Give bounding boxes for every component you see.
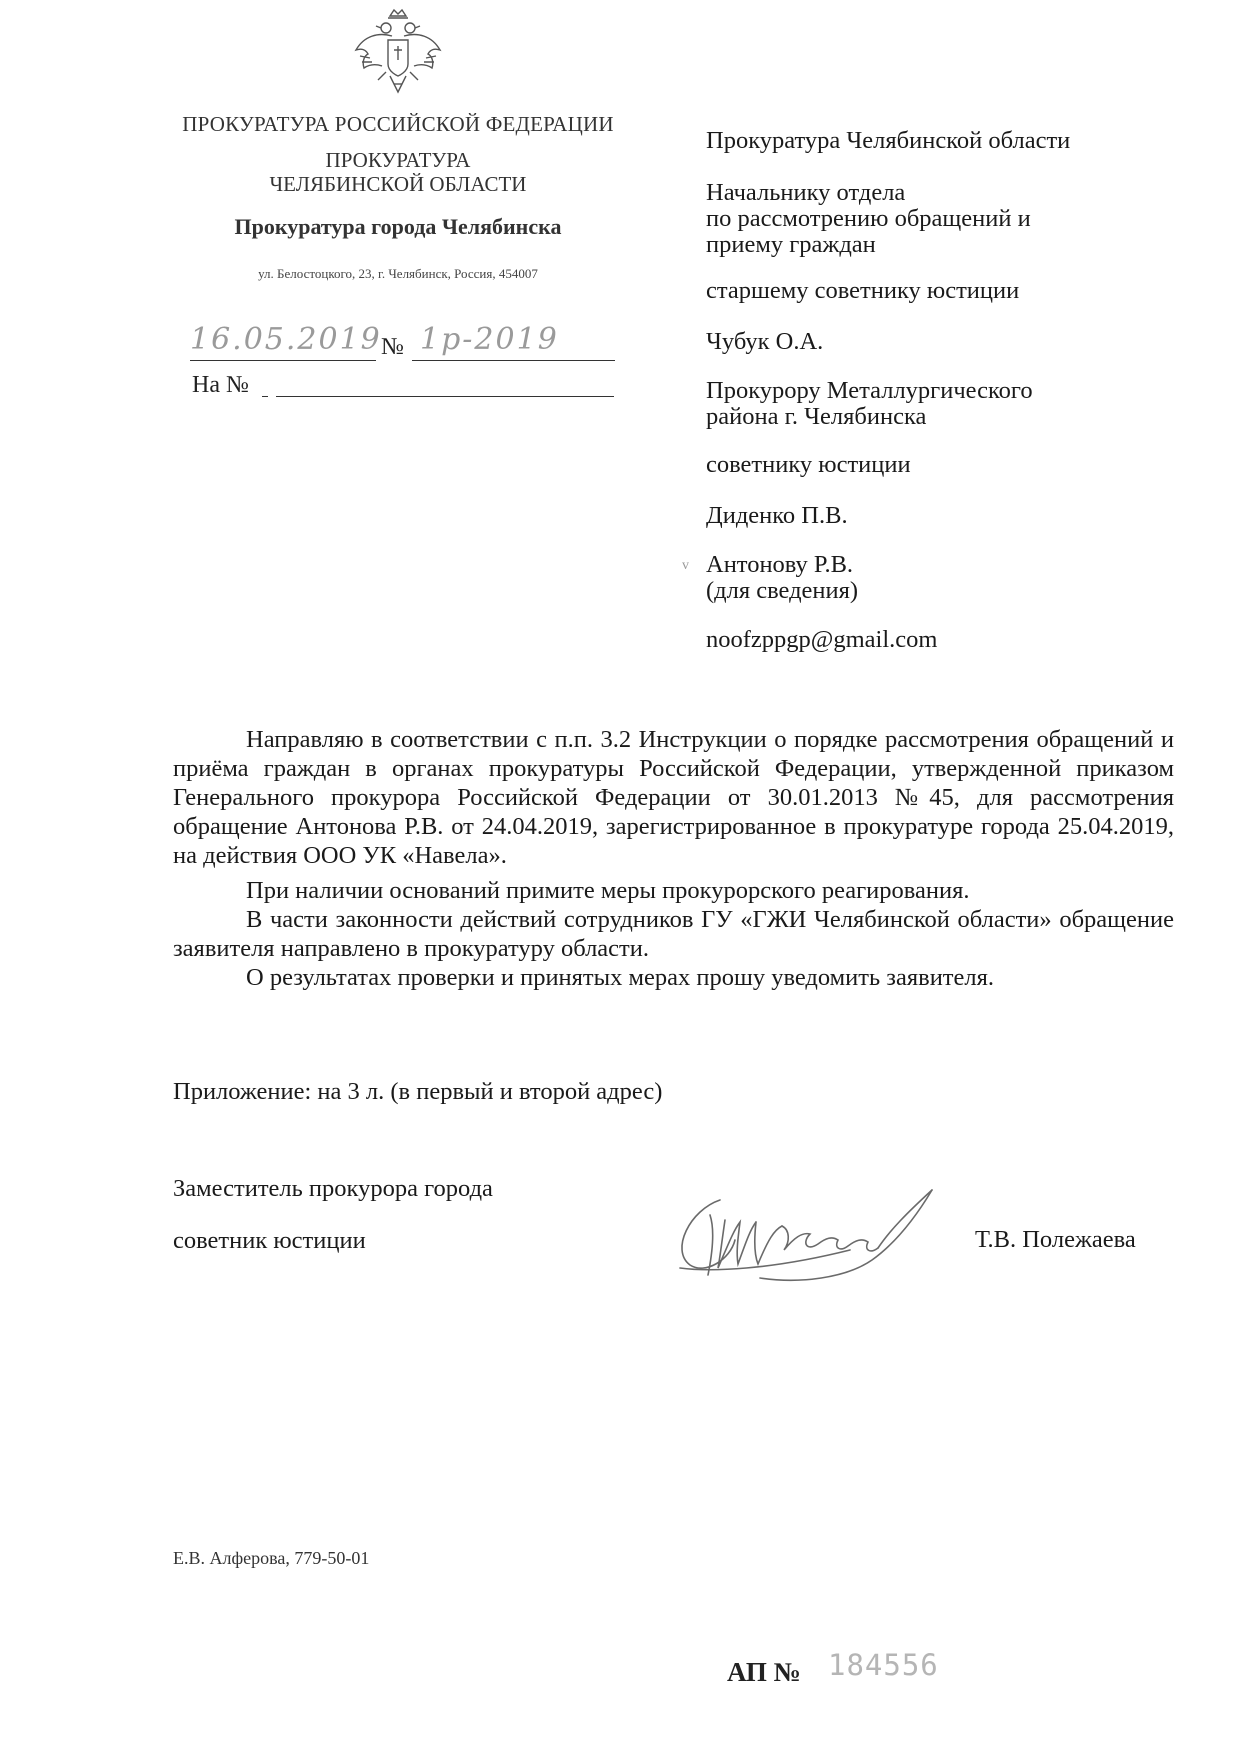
recipient-regional-prosecutor: Прокуратура Челябинской области [706, 127, 1071, 154]
body-paragraph-1: Направляю в соответствии с п.п. 3.2 Инструкции о порядке рассмотрения обращений и приёма граждан в органах прокуратуры Российской Федерации, утвержденной приказом Генерального прокурора Российской Федерации от 30.01.2013 №45, для рассмотрения обращение Антонова Р.В. от 24.04.2019, зарегистрированное в прокуратуре города 25.04.2019, на действия ООО УК «Навела». [173, 726, 1174, 869]
body-paragraph-3: В части законности действий сотрудников ГУ «ГЖИ Челябинской области» обращение заявителя направлено в прокуратуру области. [173, 906, 1174, 962]
recipient-name-1: Чубук О.А. [706, 328, 824, 355]
body-paragraph-4: О результатах проверки и принятых мерах прошу уведомить заявителя. [246, 964, 995, 991]
recipient-dept-head-line2: по рассмотрению обращений и [706, 205, 1031, 232]
recipient-check-mark: v [682, 558, 689, 573]
reply-number-field [276, 372, 614, 397]
letter-body [173, 725, 1174, 992]
org-region-title [170, 148, 626, 196]
org-city-title: Прокуратура города Челябинска [234, 214, 562, 239]
coat-of-arms-emblem [348, 6, 448, 106]
handwritten-signature [650, 1160, 950, 1295]
recipient-district-line1: Прокурору Металлургического [706, 377, 1033, 404]
stamp-number: 184556 [828, 1648, 939, 1682]
reply-number-line [262, 396, 268, 397]
attachment-note: Приложение: на 3 л. (в первый и второй адрес) [173, 1078, 663, 1105]
body-paragraph-2: При наличии оснований примите меры прокурорского реагирования. [246, 877, 970, 904]
org-region-line2: ЧЕЛЯБИНСКОЙ ОБЛАСТИ [269, 172, 527, 196]
reply-number-label: На № [192, 372, 249, 398]
stamp-label: АП № [727, 1657, 801, 1687]
org-region-line1: ПРОКУРАТУРА [325, 148, 471, 172]
recipient-name-2: Диденко П.В. [706, 502, 848, 529]
org-address: ул. Белостоцкого, 23, г. Челябинск, Россия, 454007 [258, 266, 538, 281]
recipient-rank-2: советнику юстиции [706, 451, 911, 478]
recipient-dept-head-line3: приему граждан [706, 231, 876, 258]
recipient-email: noofzppgp@gmail.com [706, 626, 938, 653]
recipient-applicant-note: (для сведения) [706, 577, 859, 604]
reg-number-handwritten: 1р-2019 [420, 322, 559, 357]
recipient-district-prosecutor [706, 378, 1206, 430]
recipient-rank-1: старшему советнику юстиции [706, 277, 1020, 304]
signer-position-line2: советник юстиции [173, 1227, 366, 1254]
org-main-title: ПРОКУРАТУРА РОССИЙСКОЙ ФЕДЕРАЦИИ [182, 112, 614, 136]
recipient-district-line2: района г. Челябинска [706, 403, 927, 430]
recipient-applicant-name: Антонову Р.В. [706, 551, 854, 578]
recipient-dept-head [706, 180, 1206, 258]
executor-contact: Е.В. Алферова, 779-50-01 [173, 1548, 370, 1568]
recipient-dept-head-line1: Начальнику отдела [706, 179, 906, 206]
signer-position-line1: Заместитель прокурора города [173, 1175, 493, 1202]
reg-number-label: № [381, 334, 404, 360]
signer-name: Т.В. Полежаева [975, 1226, 1136, 1253]
recipient-applicant [706, 552, 1206, 604]
reg-date-handwritten: 16.05.2019 [190, 322, 382, 357]
